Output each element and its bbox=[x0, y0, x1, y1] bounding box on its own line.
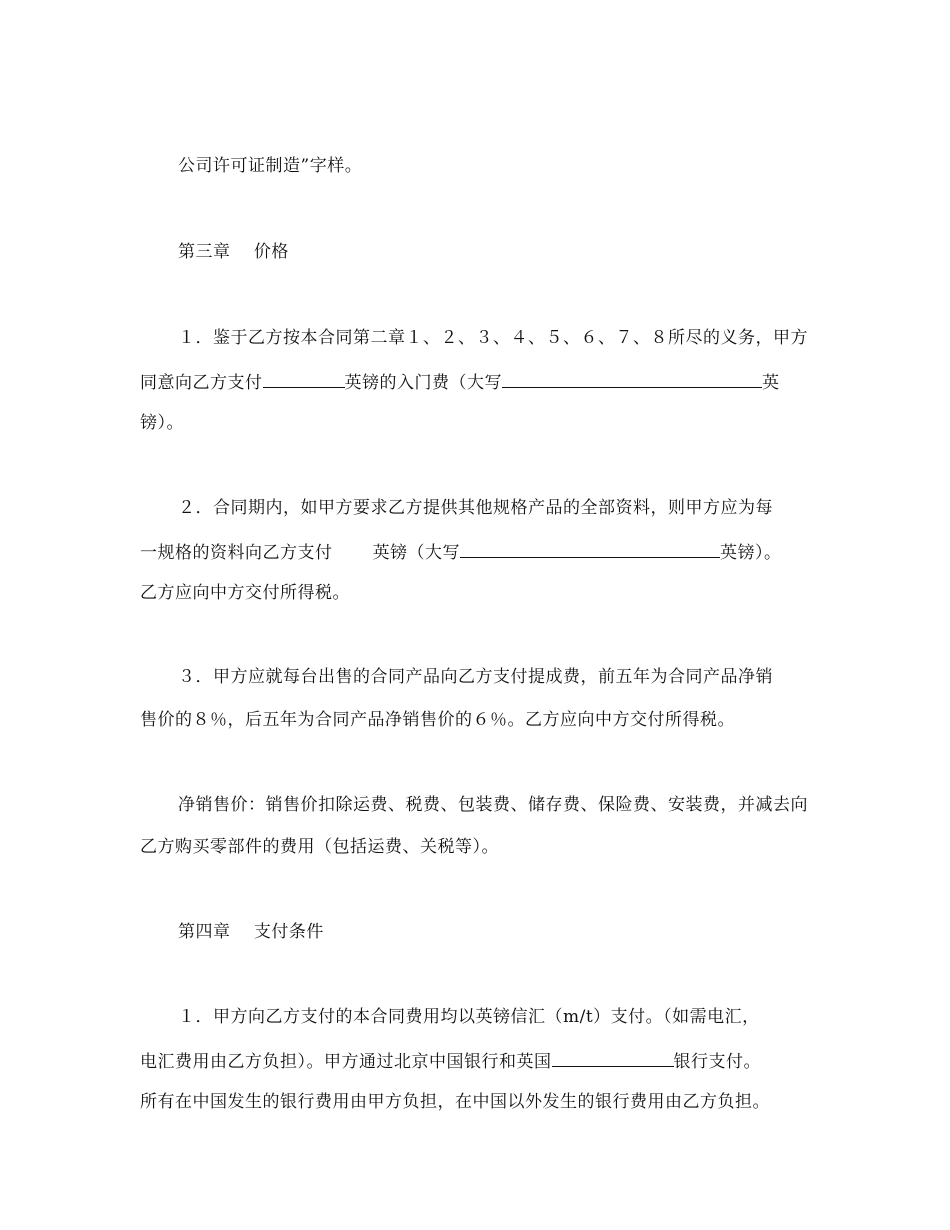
chapter-4-title: 第四章 支付条件 bbox=[178, 922, 324, 942]
paragraph-2-line-1: ２．合同期内，如甲方要求乙方提供其他规格产品的全部资料，则甲方应为每 bbox=[178, 498, 773, 518]
paragraph-4-line-1: 净销售价：销售价扣除运费、税费、包装费、储存费、保险费、安装费，并减去向 bbox=[178, 795, 808, 815]
text-segment: 一规格的资料向乙方支付 bbox=[140, 543, 333, 563]
text-segment: 英 bbox=[762, 373, 780, 393]
text-line: 公司许可证制造”字样。 bbox=[178, 156, 363, 176]
paragraph-4-line-2: 乙方购买零部件的费用（包括运费、关税等）。 bbox=[140, 837, 499, 857]
fill-in-blank bbox=[263, 369, 345, 388]
paragraph-2-line-3: 乙方应向中方交付所得税。 bbox=[140, 583, 350, 603]
text-segment: 电汇费用由乙方负担）。甲方通过北京中国银行和英国 bbox=[140, 1052, 552, 1072]
fill-in-blank bbox=[502, 369, 762, 388]
fill-in-blank bbox=[552, 1048, 674, 1067]
text-segment: 英镑的入门费（大写 bbox=[344, 373, 502, 393]
paragraph-1-line-1: １．鉴于乙方按本合同第二章１、２、３、４、５、６、７、８所尽的义务，甲方 bbox=[178, 328, 808, 348]
text-segment: 英镑（大写 bbox=[372, 543, 460, 563]
paragraph-5-line-3: 所有在中国发生的银行费用由甲方负担，在中国以外发生的银行费用由乙方负担。 bbox=[140, 1092, 770, 1112]
chapter-3-title: 第三章 价格 bbox=[178, 242, 289, 262]
fill-in-blank bbox=[460, 539, 720, 558]
paragraph-1-line-2 bbox=[140, 369, 780, 395]
paragraph-3-line-2: 售价的８％，后五年为合同产品净销售价的６％。乙方应向中方交付所得税。 bbox=[140, 710, 735, 730]
text-segment: 银行支付。 bbox=[673, 1052, 761, 1072]
paragraph-5-line-1: １．甲方向乙方支付的本合同费用均以英镑信汇（m/t）支付。（如需电汇， bbox=[178, 1007, 760, 1027]
text-segment: 英镑）。 bbox=[720, 543, 782, 563]
paragraph-2-line-2 bbox=[140, 539, 782, 565]
paragraph-1-line-3: 镑）。 bbox=[140, 413, 184, 433]
paragraph-5-line-2 bbox=[140, 1048, 761, 1074]
text-segment: 同意向乙方支付 bbox=[140, 373, 263, 393]
paragraph-3-line-1: ３．甲方应就每台出售的合同产品向乙方支付提成费，前五年为合同产品净销 bbox=[178, 667, 773, 687]
